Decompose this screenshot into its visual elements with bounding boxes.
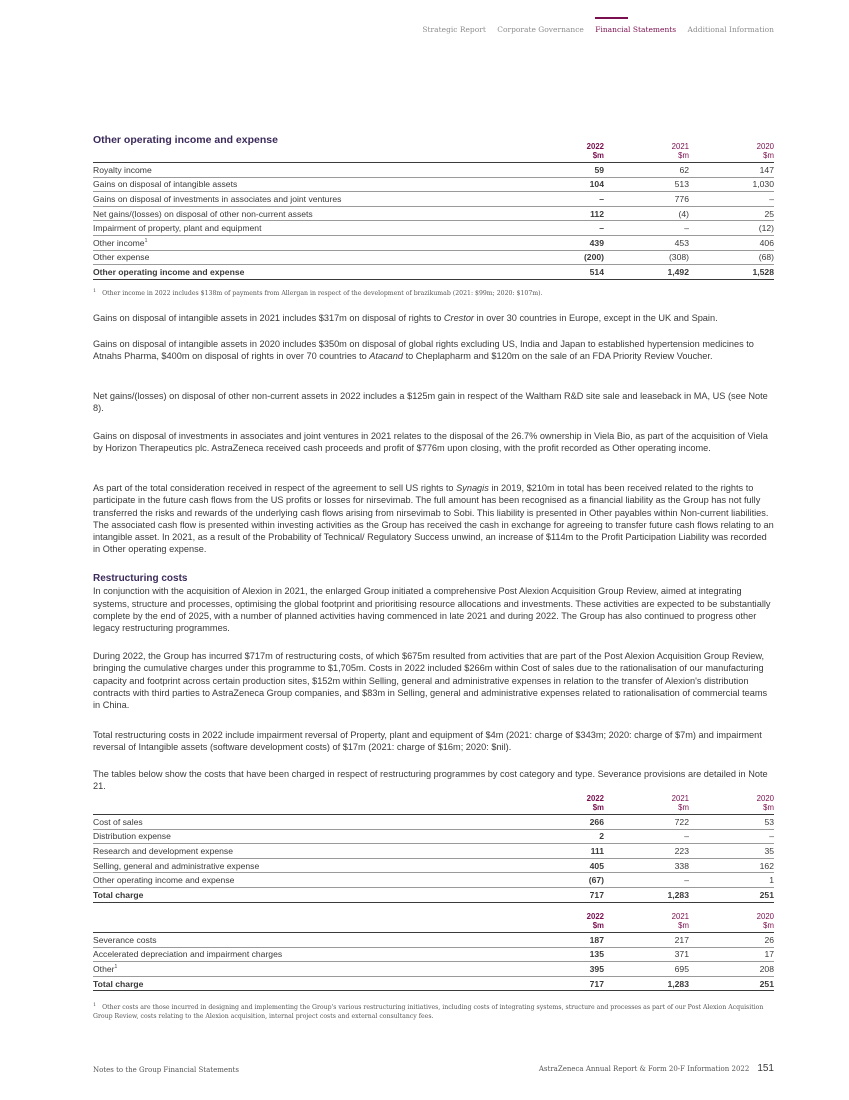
table-total-row: Total charge 717 1,283 251 [93, 887, 774, 902]
table-row: Other$^1$ 395 695 208 [93, 962, 774, 977]
table-row: Impairment of property, plant and equipment – – (12) [93, 221, 774, 236]
body-paragraph-2: Gains on disposal of intangible assets in 2020 includes $350m on disposal of global rights excluding US, India and Japan to established hypertension medicines to Atnahs Pharma, $400m on disposal of rights in over 70 countries to Atacand to Cheplapharm and $120m on the sale of an FDA Priority Review Voucher. [93, 339, 754, 362]
header-2020: 2020 $m [756, 794, 774, 812]
restructuring-by-category-table [93, 794, 774, 903]
table-row: Other operating income and expense (67) – 1 [93, 873, 774, 888]
body-paragraph-4: Gains on disposal of investments in associates and joint ventures in 2021 relates to the disposal of the 26.7% ownership in Viela Bio, as part of the acquisition of Viela by Horizon Therapeutics plc. AstraZeneca received cash proceeds and profit of $776m upon closing, with the profit recorded as Other operating income. [93, 431, 768, 454]
header-2022: 2022 $m [586, 912, 604, 930]
table-row: Net gains/(losses) on disposal of other non-current assets 112 (4) 25 [93, 206, 774, 221]
nav-additional-information[interactable]: Additional Information [687, 25, 774, 34]
table-row: Royalty income 59 62 147 [93, 163, 774, 178]
header-2021: 2021 $m [671, 794, 689, 812]
header-2022: 2022 $m [586, 794, 604, 812]
section-title-other-operating: Other operating income and expense [93, 134, 278, 146]
table-row: Gains on disposal of investments in associates and joint ventures – 776 – [93, 192, 774, 207]
footnote-other-costs: $^1$ Other costs are those incurred in designing and implementing the Group's various restructuring initiatives, including costs of integrating systems, structure and processes as part of our Post Alexion Acquisition Group Review, costs relating to the Alexion acquisition, internal project costs and external consultancy fees. [93, 1002, 764, 1021]
table-row: Cost of sales 266 722 53 [93, 815, 774, 830]
table-total-row: Total charge 717 1,283 251 [93, 976, 774, 991]
table-row: Distribution expense 2 – – [93, 829, 774, 844]
nav-financial-statements[interactable]: Financial Statements [595, 25, 677, 34]
footer-report-title: AstraZeneca Annual Report & Form 20-F Information 2022 151 [538, 1063, 774, 1074]
restructuring-heading: Restructuring costs [93, 573, 188, 584]
nav-corporate-governance[interactable]: Corporate Governance [497, 25, 584, 34]
table-row: Severance costs 187 217 26 [93, 933, 774, 948]
header-label [93, 142, 519, 163]
table-row: Gains on disposal of intangible assets 104 513 1,030 [93, 177, 774, 192]
header-2022: 2022 $m [586, 142, 604, 160]
body-paragraph-1: Gains on disposal of intangible assets in 2021 includes $317m on disposal of rights to Crestor in over 30 countries in Europe, except in the UK and Spain. [93, 313, 718, 323]
body-paragraph-8: Total restructuring costs in 2022 include impairment reversal of Property, plant and equipment of $4m (2021: charge of $343m; 2020: charge of $7m) and impairment reversal of Intangible assets (software development costs) of $17m (2021: charge of $16m; 2020: $nil). [93, 730, 762, 753]
table-row: Other income$^1$ 439 453 406 [93, 235, 774, 250]
body-paragraph-9: The tables below show the costs that have been charged in respect of restructuring programmes by cost category and type. Severance provisions are detailed in Note 21. [93, 769, 768, 792]
body-paragraph-6: In conjunction with the acquisition of Alexion in 2021, the enlarged Group initiated a comprehensive Post Alexion Acquisition Group Review, aimed at integrating systems, structure and processes, optimising the global footprint and prioritising resource allocations and investments. These activities are expected to be substantially complete by the end of 2025, with a number of planned activities having commenced in late 2021 and during 2022. The Group has also continued to progress other legacy restructuring programmes. [93, 586, 771, 634]
nav-strategic-report[interactable]: Strategic Report [422, 25, 486, 34]
footer-section-name: Notes to the Group Financial Statements [93, 1066, 239, 1074]
header-2021: 2021 $m [671, 142, 689, 160]
header-2021: 2021 $m [671, 912, 689, 930]
restructuring-by-type-table [93, 912, 774, 991]
table-row: Accelerated depreciation and impairment charges 135 371 17 [93, 947, 774, 962]
table-row: Other expense (200) (308) (68) [93, 250, 774, 265]
page-number: 151 [757, 1063, 774, 1074]
top-navigation [413, 25, 774, 34]
table-total-row: Other operating income and expense 514 1,492 1,528 [93, 265, 774, 280]
table-row: Research and development expense 111 223 35 [93, 844, 774, 859]
body-paragraph-3: Net gains/(losses) on disposal of other non-current assets in 2022 includes a $125m gain in respect of the Waltham R&D site sale and leaseback in MA, US (see Note 8). [93, 391, 768, 414]
header-2020: 2020 $m [756, 142, 774, 160]
table-row: Selling, general and administrative expense 405 338 162 [93, 858, 774, 873]
footnote-other-income: $^1$ Other income in 2022 includes $138m of payments from Allergan in respect of the development of brazikumab (2021: $99m; 2020: $107m). [93, 288, 543, 298]
restructuring-section [93, 573, 774, 634]
body-paragraph-5: As part of the total consideration received in respect of the agreement to sell US rights to Synagis in 2019, $210m in total has been received related to the rights to participate in the future cash flows from the US profits or losses for nirsevimab. The full amount has been recognised as a financial liability as the Group has not fully transferred the risks and rewards of the underlying cash flows arising from nirsevimab to Sobi. This liability is presented in Other payables within Non-current liabilities. The associated cash flow is presented within investing activities as the Group has received the cash in exchange for agreeing to transfer future cash flows relating to an intangible asset. In 2021, as a result of the Probability of Technical/ Regulatory Success unwind, an increase of $114m to the Profit Participation Liability was recorded in Other operating expense. [93, 483, 774, 555]
body-paragraph-7: During 2022, the Group has incurred $717m of restructuring costs, of which $675m resulted from activities that are part of the Post Alexion Acquisition Group Review, bringing the cumulative charges under this programme to $1,705m. Costs in 2022 included $266m within Cost of sales due to the rationalisation of our manufacturing capacity and footprint across certain production sites, $152m within Selling, general and administrative expenses in relation to the transfer of Alexion's distribution contracts with third parties to AstraZeneca Group companies, and $83m in Selling, general and administrative expenses related to rationalisation of commercial teams in China. [93, 651, 768, 711]
other-operating-income-table [93, 142, 774, 280]
header-2020: 2020 $m [756, 912, 774, 930]
